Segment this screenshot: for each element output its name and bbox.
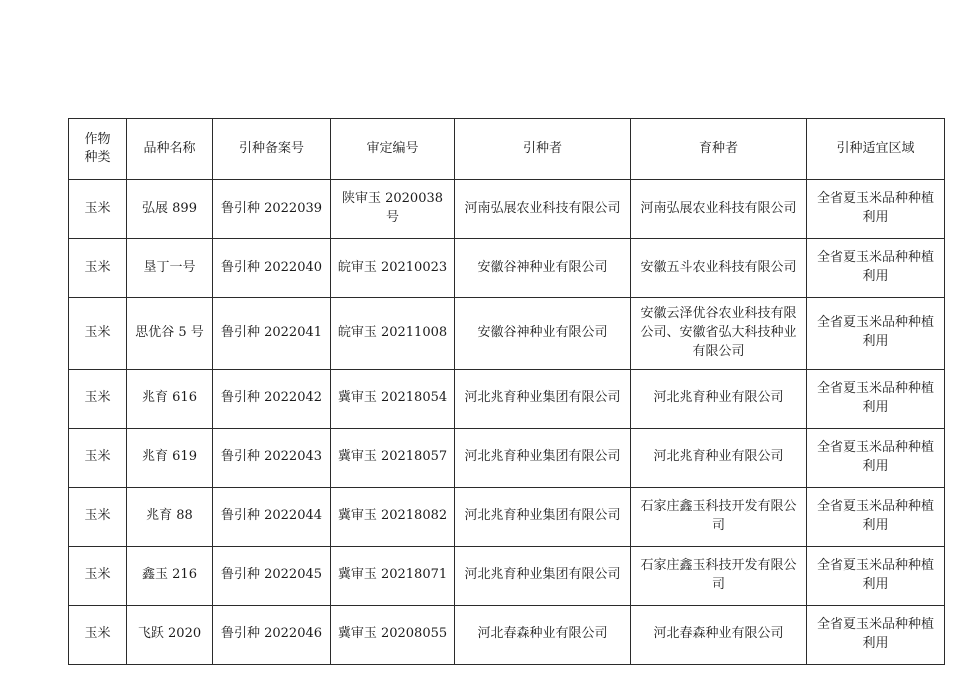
cell-approval-no: 皖审玉 20210023 (331, 239, 455, 298)
cell-variety: 兆育 616 (127, 369, 213, 428)
cell-region: 全省夏玉米品种种植利用 (807, 239, 945, 298)
cell-region: 全省夏玉米品种种植利用 (807, 369, 945, 428)
column-header-crop-line1: 作物 (84, 131, 111, 147)
cell-approval-no: 冀审玉 20218071 (331, 546, 455, 605)
cell-record-no: 鲁引种 2022046 (213, 605, 331, 664)
column-header-variety: 品种名称 (127, 119, 213, 180)
table-row (69, 180, 945, 239)
cell-introducer: 河北春森种业有限公司 (455, 605, 631, 664)
table-header (69, 119, 945, 180)
cell-variety: 飞跃 2020 (127, 605, 213, 664)
cell-record-no: 鲁引种 2022045 (213, 546, 331, 605)
table-body (69, 180, 945, 665)
column-header-breeder: 育种者 (631, 119, 807, 180)
table-row (69, 428, 945, 487)
column-header-record-no: 引种备案号 (213, 119, 331, 180)
cell-variety: 兆育 88 (127, 487, 213, 546)
cell-introducer: 河南弘展农业科技有限公司 (455, 180, 631, 239)
column-header-crop (69, 119, 127, 180)
cell-introducer: 安徽谷神种业有限公司 (455, 298, 631, 370)
cell-record-no: 鲁引种 2022039 (213, 180, 331, 239)
cell-region: 全省夏玉米品种种植利用 (807, 605, 945, 664)
cell-approval-no: 冀审玉 20218054 (331, 369, 455, 428)
table-row (69, 487, 945, 546)
cell-crop: 玉米 (69, 546, 127, 605)
cell-region: 全省夏玉米品种种植利用 (807, 428, 945, 487)
cell-approval-no: 冀审玉 20218082 (331, 487, 455, 546)
cell-crop: 玉米 (69, 605, 127, 664)
cell-crop: 玉米 (69, 180, 127, 239)
cell-crop: 玉米 (69, 298, 127, 370)
cell-record-no: 鲁引种 2022041 (213, 298, 331, 370)
variety-introduction-table (68, 118, 945, 665)
cell-breeder: 河北春森种业有限公司 (631, 605, 807, 664)
cell-record-no: 鲁引种 2022043 (213, 428, 331, 487)
table-row (69, 605, 945, 664)
cell-variety: 兆育 619 (127, 428, 213, 487)
cell-crop: 玉米 (69, 487, 127, 546)
cell-approval-no: 皖审玉 20211008 (331, 298, 455, 370)
cell-breeder: 安徽云泽优谷农业科技有限公司、安徽省弘大科技种业有限公司 (631, 298, 807, 370)
table-row (69, 298, 945, 370)
cell-breeder: 石家庄鑫玉科技开发有限公司 (631, 487, 807, 546)
cell-variety: 鑫玉 216 (127, 546, 213, 605)
cell-region: 全省夏玉米品种种植利用 (807, 180, 945, 239)
cell-variety: 思优谷 5 号 (127, 298, 213, 370)
cell-variety: 垦丁一号 (127, 239, 213, 298)
column-header-crop-line2: 种类 (84, 150, 111, 165)
cell-variety: 弘展 899 (127, 180, 213, 239)
variety-table-container (68, 118, 944, 665)
cell-introducer: 河北兆育种业集团有限公司 (455, 369, 631, 428)
column-header-region: 引种适宜区域 (807, 119, 945, 180)
table-row (69, 239, 945, 298)
cell-breeder: 石家庄鑫玉科技开发有限公司 (631, 546, 807, 605)
cell-approval-no: 冀审玉 20208055 (331, 605, 455, 664)
cell-region: 全省夏玉米品种种植利用 (807, 546, 945, 605)
column-header-introducer: 引种者 (455, 119, 631, 180)
table-header-row (69, 119, 945, 180)
cell-record-no: 鲁引种 2022040 (213, 239, 331, 298)
cell-record-no: 鲁引种 2022044 (213, 487, 331, 546)
cell-breeder: 河北兆育种业有限公司 (631, 428, 807, 487)
cell-breeder: 河北兆育种业有限公司 (631, 369, 807, 428)
cell-breeder: 河南弘展农业科技有限公司 (631, 180, 807, 239)
cell-crop: 玉米 (69, 239, 127, 298)
cell-breeder: 安徽五斗农业科技有限公司 (631, 239, 807, 298)
cell-introducer: 河北兆育种业集团有限公司 (455, 546, 631, 605)
cell-approval-no: 冀审玉 20218057 (331, 428, 455, 487)
cell-record-no: 鲁引种 2022042 (213, 369, 331, 428)
table-row (69, 369, 945, 428)
cell-region: 全省夏玉米品种种植利用 (807, 298, 945, 370)
cell-region: 全省夏玉米品种种植利用 (807, 487, 945, 546)
cell-approval-no: 陕审玉 2020038 号 (331, 180, 455, 239)
column-header-approval-no: 审定编号 (331, 119, 455, 180)
cell-introducer: 安徽谷神种业有限公司 (455, 239, 631, 298)
cell-introducer: 河北兆育种业集团有限公司 (455, 428, 631, 487)
cell-introducer: 河北兆育种业集团有限公司 (455, 487, 631, 546)
table-row (69, 546, 945, 605)
cell-crop: 玉米 (69, 428, 127, 487)
cell-crop: 玉米 (69, 369, 127, 428)
